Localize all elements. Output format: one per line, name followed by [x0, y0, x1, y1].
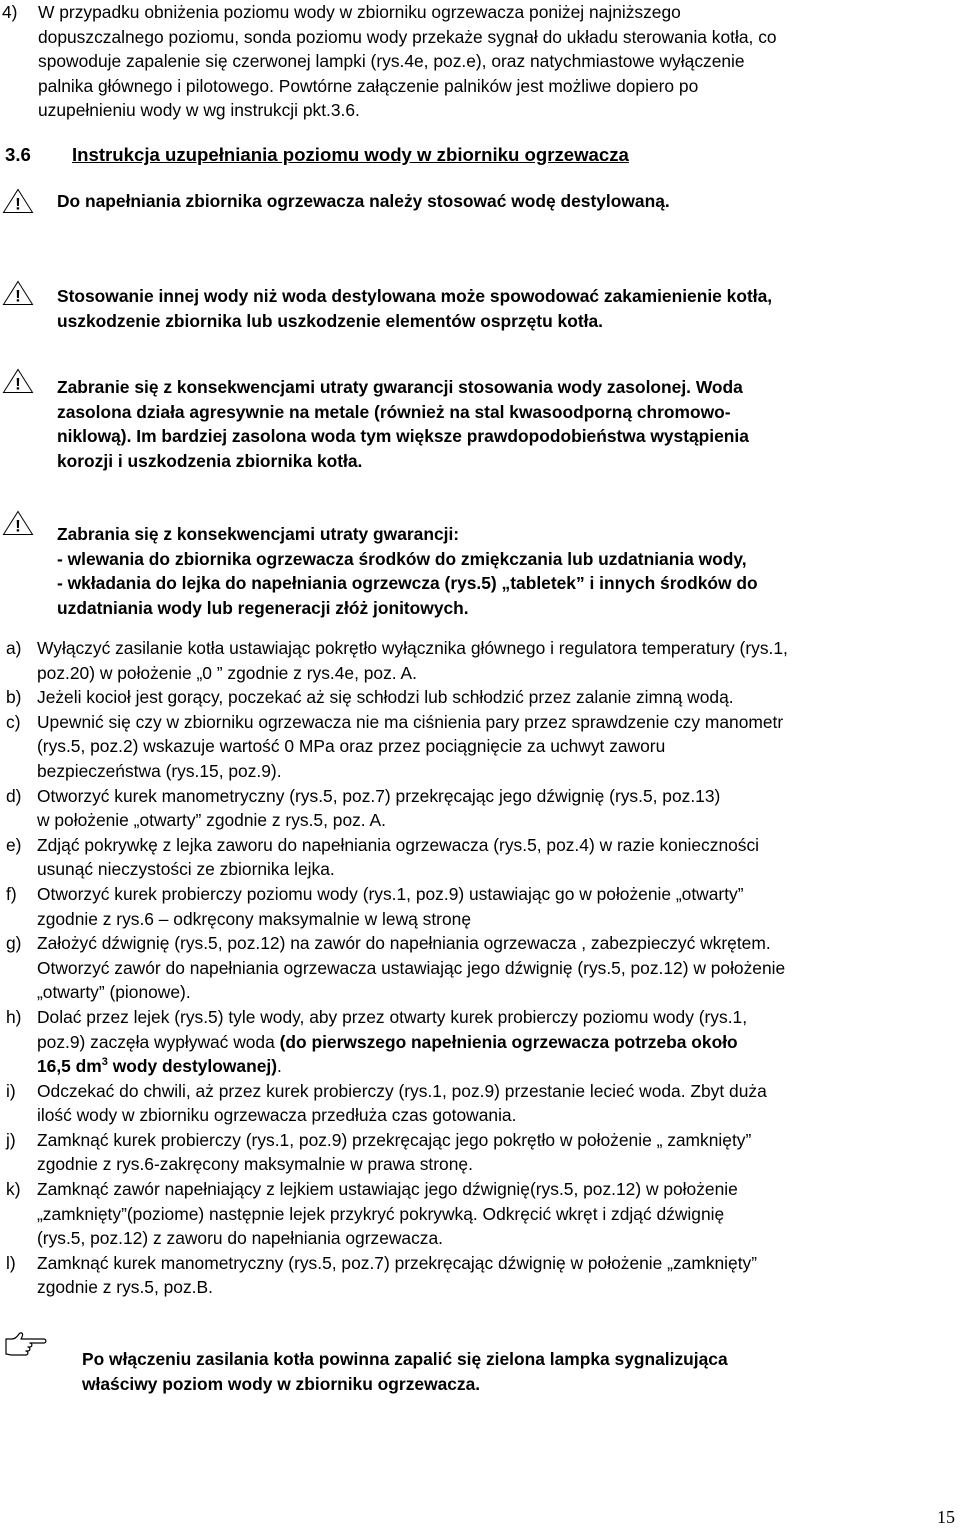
step-label: l) — [6, 1252, 16, 1273]
step-line: ilość wody w zbiorniku ogrzewacza przedłuża czas gotowania. — [37, 1105, 517, 1126]
step-text: poz.9) zaczęła wypływać woda — [37, 1031, 275, 1052]
step-line: „zamknięty”(poziome) następnie lejek przykryć pokrywką. Odkręcić wkręt i zdjąć dźwignię — [37, 1203, 725, 1224]
note-line: właściwy poziom wody w zbiorniku ogrzewacza. — [82, 1373, 481, 1394]
warning-line: niklową). Im bardziej zasolona woda tym większe prawdopodobieństwa wystąpienia — [57, 426, 749, 447]
step-label: b) — [6, 687, 22, 708]
section-title: Instrukcja uzupełniania poziomu wody w zbiorniku ogrzewacza — [72, 144, 629, 165]
step-line — [37, 1030, 955, 1055]
warning-line: - wlewania do zbiornika ogrzewacza środków do zmiękczania lub uzdatniania wody, — [57, 548, 747, 569]
page-number: 15 — [937, 1507, 955, 1527]
item-4-line: palnika głównego i pilotowego. Powtórne załączenie palników jest możliwe dopiero po — [38, 75, 699, 96]
step-j — [0, 1128, 955, 1177]
pointing-hand-icon — [4, 1330, 48, 1360]
warning-line: zasolona działa agresywnie na metale (również na stal kwasoodporną chromowo- — [57, 401, 731, 422]
step-k — [0, 1177, 955, 1251]
warning-triangle-icon — [2, 510, 34, 536]
svg-text:!: ! — [15, 516, 21, 536]
step-line: bezpieczeństwa (rys.15, poz.9). — [37, 760, 282, 781]
warning-line: Do napełniania zbiornika ogrzewacza należy stosować wodę destylowaną. — [57, 191, 670, 211]
warning-line: korozji i uszkodzenia zbiornika kotła. — [57, 450, 363, 471]
step-line: Zamknąć kurek probierczy (rys.1, poz.9) przekręcając jego pokrętło w położenie „ zamknięty” — [37, 1129, 752, 1150]
step-d — [0, 784, 955, 833]
step-l — [0, 1251, 955, 1300]
step-line: Otworzyć kurek probierczy poziomu wody (rys.1, poz.9) ustawiając go w położenie „otwarty” — [37, 883, 744, 904]
step-bold-text: (do pierwszego napełnienia ogrzewacza potrzeba około — [274, 1031, 738, 1052]
step-line: Założyć dźwignię (rys.5, poz.12) na zawór do napełniania ogrzewacza , zabezpieczyć wkrętem. — [37, 933, 771, 954]
step-label: i) — [6, 1080, 16, 1101]
step-line: poz.20) w położenie „0 ” zgodnie z rys.4e, poz. A. — [37, 662, 417, 683]
step-line: (rys.5, poz.12) z zaworu do napełniania ogrzewacza. — [37, 1228, 443, 1249]
step-bold-text: 16,5 dm — [37, 1056, 102, 1077]
step-a — [0, 636, 955, 685]
item-4-number: 4) — [2, 2, 18, 22]
item-4-line: W przypadku obniżenia poziomu wody w zbiorniku ogrzewacza poniżej najniższego — [38, 2, 681, 22]
step-text: . — [277, 1056, 282, 1077]
warning-triangle-icon — [2, 368, 34, 394]
step-line — [37, 1054, 955, 1079]
step-line: Dolać przez lejek (rys.5) tyle wody, aby przez otwarty kurek probierczy poziomu wody (rys.1, — [37, 1006, 748, 1027]
step-label: k) — [6, 1179, 21, 1200]
step-line: w położenie „otwarty” zgodnie z rys.5, poz. A. — [37, 810, 386, 831]
step-line: zgodnie z rys.6-zakręcony maksymalnie w prawa stronę. — [37, 1154, 473, 1175]
procedure-steps — [0, 636, 955, 1300]
step-label: j) — [6, 1129, 16, 1150]
step-line: usunąć nieczystości ze zbiornika lejka. — [37, 859, 335, 880]
step-line: zgodnie z rys.6 – odkręcony maksymalnie w lewą stronę — [37, 908, 471, 929]
section-number: 3.6 — [5, 144, 31, 165]
step-i — [0, 1079, 955, 1128]
step-label: a) — [6, 638, 22, 658]
warning-line: uszkodzenie zbiornika lub uszkodzenie elementów osprzętu kotła. — [57, 310, 603, 331]
step-f — [0, 882, 955, 931]
item-4-line: uzupełnieniu wody w wg instrukcji pkt.3.6. — [38, 100, 360, 120]
step-label: c) — [6, 711, 21, 732]
warning-line: uzdatniania wody lub regeneracji złóż jonitowych. — [57, 597, 469, 618]
step-line: Jeżeli kocioł jest gorący, poczekać aż się schłodzi lub schłodzić przez zalanie zimną wodą. — [37, 687, 734, 708]
item-4-text — [38, 0, 943, 123]
step-line: Upewnić się czy w zbiorniku ogrzewacza nie ma ciśnienia pary przez sprawdzenie czy manometr — [37, 711, 784, 732]
section-heading — [5, 144, 629, 166]
step-line: Otworzyć kurek manometryczny (rys.5, poz.7) przekręcając jego dźwignię (rys.5, poz.13) — [37, 785, 721, 806]
step-line: Otworzyć zawór do napełniania ogrzewacza ustawiając jego dźwignię (rys.5, poz.12) w położenie — [37, 957, 786, 978]
step-line: zgodnie z rys.5, poz.B. — [37, 1277, 213, 1298]
warning-triangle-icon — [2, 280, 34, 306]
step-label: d) — [6, 785, 22, 806]
step-label: e) — [6, 834, 22, 855]
step-line: (rys.5, poz.2) wskazuje wartość 0 MPa oraz przez pociągnięcie za uchwyt zaworu — [37, 736, 666, 757]
step-line: Wyłączyć zasilanie kotła ustawiając pokrętło wyłącznika głównego i regulatora temperatury (rys.1, — [37, 638, 788, 658]
step-line: „otwarty” (pionowe). — [37, 982, 191, 1003]
step-label: g) — [6, 933, 22, 954]
note-line: Po włączeniu zasilania kotła powinna zapalić się zielona lampka sygnalizująca — [82, 1349, 728, 1369]
svg-text:!: ! — [15, 286, 21, 306]
svg-text:!: ! — [15, 194, 21, 214]
svg-text:!: ! — [15, 374, 21, 394]
warning-line: Zabranie się z konsekwencjami utraty gwarancji stosowania wody zasolonej. Woda — [57, 377, 743, 397]
step-e — [0, 833, 955, 882]
step-line: Zdjąć pokrywkę z lejka zaworu do napełniania ogrzewacza (rys.5, poz.4) w razie konieczności — [37, 834, 760, 855]
step-h — [0, 1005, 955, 1079]
step-label: h) — [6, 1006, 22, 1027]
step-g — [0, 931, 955, 1005]
step-line: Odczekać do chwili, aż przez kurek probierczy (rys.1, poz.9) przestanie lecieć woda. Zbyt duża — [37, 1080, 767, 1101]
warning-triangle-icon — [2, 188, 34, 214]
warning-line: Stosowanie innej wody niż woda destylowana może spowodować zakamienienie kotła, — [57, 286, 773, 306]
step-line: Zamknąć zawór napełniający z lejkiem ustawiając jego dźwignię(rys.5, poz.12) w położenie — [37, 1179, 738, 1200]
step-bold-text: wody destylowanej) — [107, 1056, 277, 1077]
superscript: 3 — [101, 1056, 108, 1069]
step-c — [0, 710, 955, 784]
item-4-line: spowoduje zapalenie się czerwonej lampki (rys.4e, poz.e), oraz natychmiastowe wyłączenie — [38, 51, 745, 71]
warning-line: - wkładania do lejka do napełniania ogrzewcza (rys.5) „tabletek” i innych środków do — [57, 573, 758, 594]
warning-line: Zabrania się z konsekwencjami utraty gwarancji: — [57, 524, 460, 544]
step-label: f) — [6, 883, 17, 904]
item-4-line: dopuszczalnego poziomu, sonda poziomu wody przekaże sygnał do układu sterowania kotła, co — [38, 26, 777, 47]
step-b — [0, 685, 955, 710]
step-line: Zamknąć kurek manometryczny (rys.5, poz.7) przekręcając dźwignię w położenie „zamknięty” — [37, 1252, 758, 1273]
